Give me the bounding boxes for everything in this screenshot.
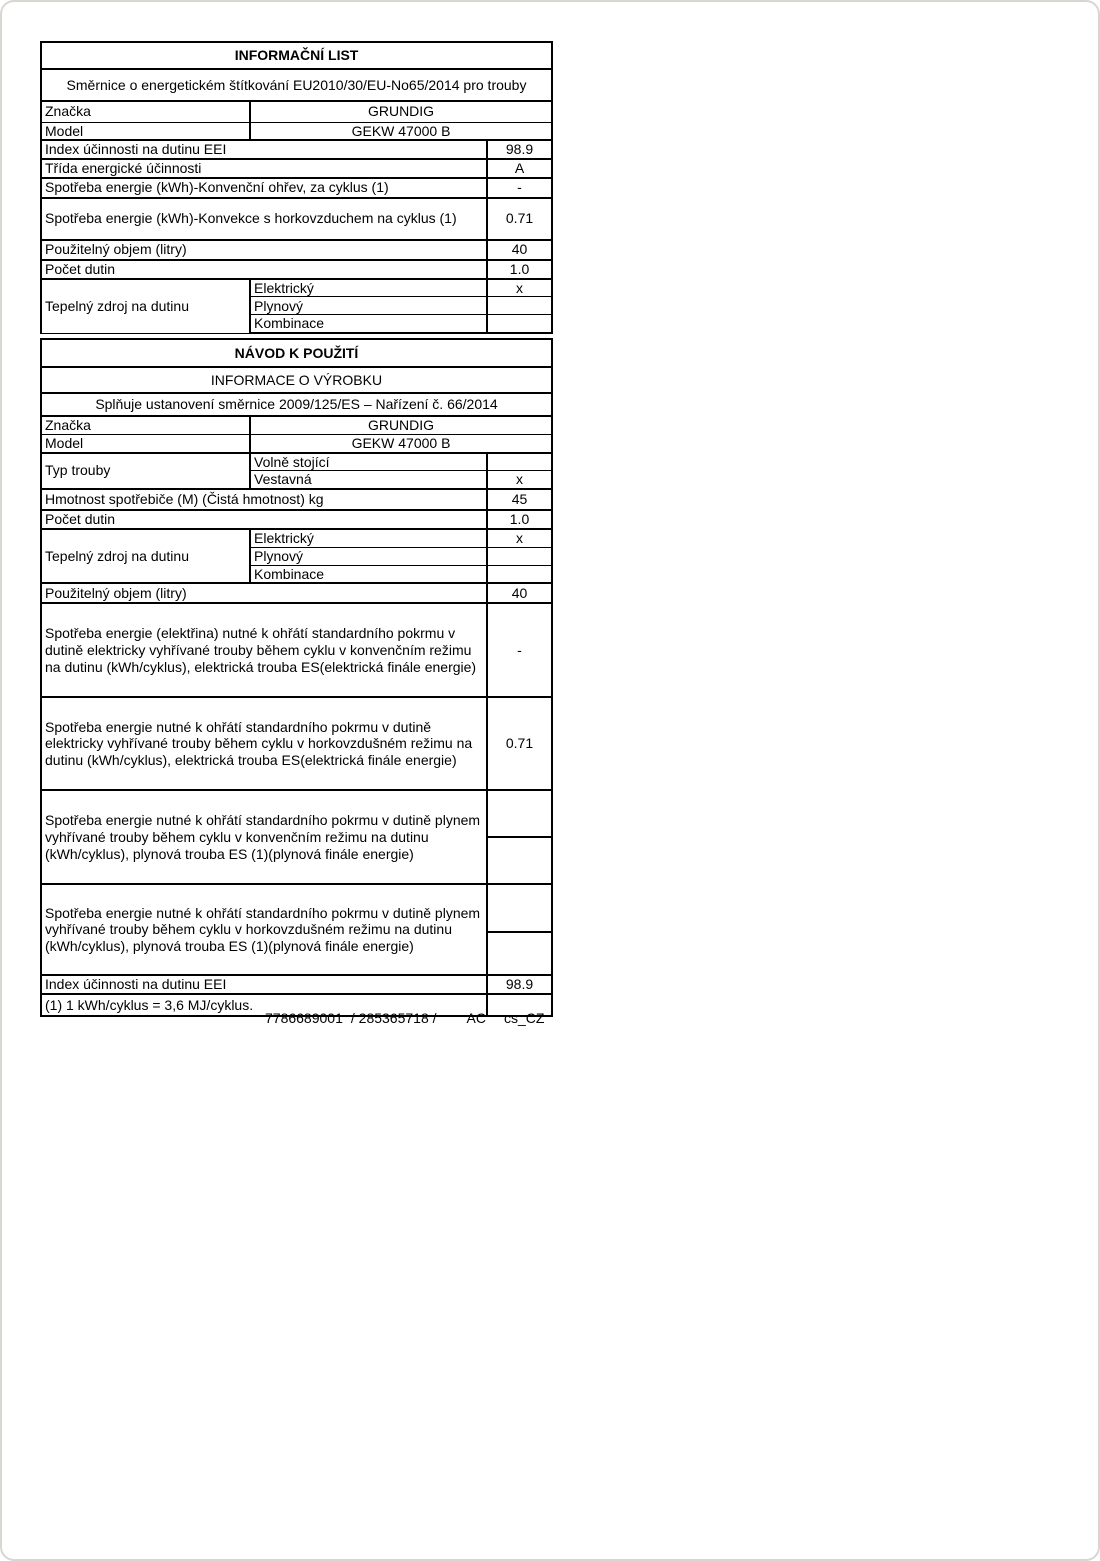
manual-energy-gas-fan-value-top <box>487 884 552 932</box>
manual-oven-builtin-value: x <box>487 471 552 489</box>
manual-energy-gas-fan-label: Spotřeba energie nutné k ohřátí standardního pokrmu v dutině plynem vyhřívané trouby během cyklu v horkovzdušném režimu na dutinu (kWh/cyklus), plynová trouba ES (1)(plynová finále energie) <box>41 884 487 975</box>
footer-revision-number: / 285365718 / <box>350 1010 437 1026</box>
footer-language-code: cs_CZ <box>503 1010 545 1026</box>
product-info-table <box>40 338 553 1017</box>
manual-energy-gas-fan-value-bottom <box>487 932 552 975</box>
manual-energy-gas-conv-value-top <box>487 790 552 837</box>
manual-heat-electric-label: Elektrický <box>250 529 487 547</box>
info-heat-electric-label: Elektrický <box>250 279 487 297</box>
info-eei-label: Index účinnosti na dutinu EEI <box>41 140 487 159</box>
manual-heat-gas-value <box>487 547 552 565</box>
manual-heat-combi-label: Kombinace <box>250 565 487 583</box>
info-convection-label: Spotřeba energie (kWh)-Konvekce s horkovzduchem na cyklus (1) <box>41 198 487 240</box>
info-cavities-value: 1.0 <box>487 260 552 279</box>
info-cavities-label: Počet dutin <box>41 260 487 279</box>
info-model-value: GEKW 47000 B <box>250 122 552 140</box>
manual-weight-value: 45 <box>487 489 552 510</box>
info-sheet-subtitle: Směrnice o energetickém štítkování EU2010/30/EU-No65/2014 pro trouby <box>41 69 552 101</box>
manual-eei-value: 98.9 <box>487 975 552 994</box>
info-heat-electric-value: x <box>487 279 552 297</box>
manual-note-label: (1) 1 kWh/cyklus = 3,6 MJ/cyklus. <box>41 994 487 1016</box>
manual-volume-label: Použitelný objem (litry) <box>41 583 487 603</box>
manual-energy-elec-conv-value: - <box>487 603 552 697</box>
document-footer <box>40 1010 551 1026</box>
manual-model-value: GEKW 47000 B <box>250 434 552 452</box>
manual-title: NÁVOD K POUŽITÍ <box>41 339 552 367</box>
info-volume-label: Použitelný objem (litry) <box>41 240 487 260</box>
manual-cavities-label: Počet dutin <box>41 510 487 529</box>
manual-heat-gas-label: Plynový <box>250 547 487 565</box>
manual-energy-gas-conv-value-bottom <box>487 837 552 884</box>
info-heat-gas-value <box>487 297 552 315</box>
info-sheet-table <box>40 41 553 334</box>
manual-volume-value: 40 <box>487 583 552 603</box>
info-brand-label: Značka <box>41 101 250 122</box>
info-convection-value: 0.71 <box>487 198 552 240</box>
info-model-label: Model <box>41 122 250 140</box>
manual-energy-elec-fan-value: 0.71 <box>487 697 552 790</box>
info-brand-value: GRUNDIG <box>250 101 552 122</box>
manual-heat-source-label: Tepelný zdroj na dutinu <box>41 529 250 583</box>
info-conventional-value: - <box>487 178 552 198</box>
info-volume-value: 40 <box>487 240 552 260</box>
manual-energy-elec-conv-label: Spotřeba energie (elektřina) nutné k ohřátí standardního pokrmu v dutině elektricky vyhřívané trouby během cyklu v konvenčním režimu na dutinu (kWh/cyklus), elektrická trouba ES(elektrická finále energie) <box>41 603 487 697</box>
manual-oven-type-label: Typ trouby <box>41 453 250 490</box>
manual-oven-freestanding-label: Volně stojící <box>250 453 487 471</box>
manual-cavities-value: 1.0 <box>487 510 552 529</box>
info-sheet-title: INFORMAČNÍ LIST <box>41 42 552 69</box>
manual-heat-combi-value <box>487 565 552 583</box>
info-heat-combi-label: Kombinace <box>250 315 487 333</box>
manual-model-label: Model <box>41 434 250 452</box>
info-conventional-label: Spotřeba energie (kWh)-Konvenční ohřev, za cyklus (1) <box>41 178 487 198</box>
info-heat-source-label: Tepelný zdroj na dutinu <box>41 279 250 334</box>
manual-brand-label: Značka <box>41 416 250 434</box>
manual-eei-label: Index účinnosti na dutinu EEI <box>41 975 487 994</box>
info-energy-class-label: Třída energické účinnosti <box>41 159 487 178</box>
manual-oven-freestanding-value <box>487 453 552 471</box>
footer-version-code: AC <box>466 1010 486 1026</box>
info-eei-value: 98.9 <box>487 140 552 159</box>
manual-weight-label: Hmotnost spotřebiče (M) (Čistá hmotnost) kg <box>41 489 487 510</box>
footer-document-number: 7786689001 <box>265 1010 343 1026</box>
manual-directive: Splňuje ustanovení směrnice 2009/125/ES – Nařízení č. 66/2014 <box>41 393 552 416</box>
manual-energy-elec-fan-label: Spotřeba energie nutné k ohřátí standardního pokrmu v dutině elektricky vyhřívané trouby během cyklu v horkovzdušném režimu na dutinu (kWh/cyklus), elektrická trouba ES(elektrická finále energie) <box>41 697 487 790</box>
manual-energy-gas-conv-label: Spotřeba energie nutné k ohřátí standardního pokrmu v dutině plynem vyhřívané trouby během cyklu v konvenčním režimu na dutinu (kWh/cyklus), plynová trouba ES (1)(plynová finále energie) <box>41 790 487 884</box>
info-heat-combi-value <box>487 315 552 333</box>
manual-brand-value: GRUNDIG <box>250 416 552 434</box>
info-energy-class-value: A <box>487 159 552 178</box>
info-heat-gas-label: Plynový <box>250 297 487 315</box>
manual-heat-electric-value: x <box>487 529 552 547</box>
manual-oven-builtin-label: Vestavná <box>250 471 487 489</box>
manual-subtitle: INFORMACE O VÝROBKU <box>41 367 552 393</box>
